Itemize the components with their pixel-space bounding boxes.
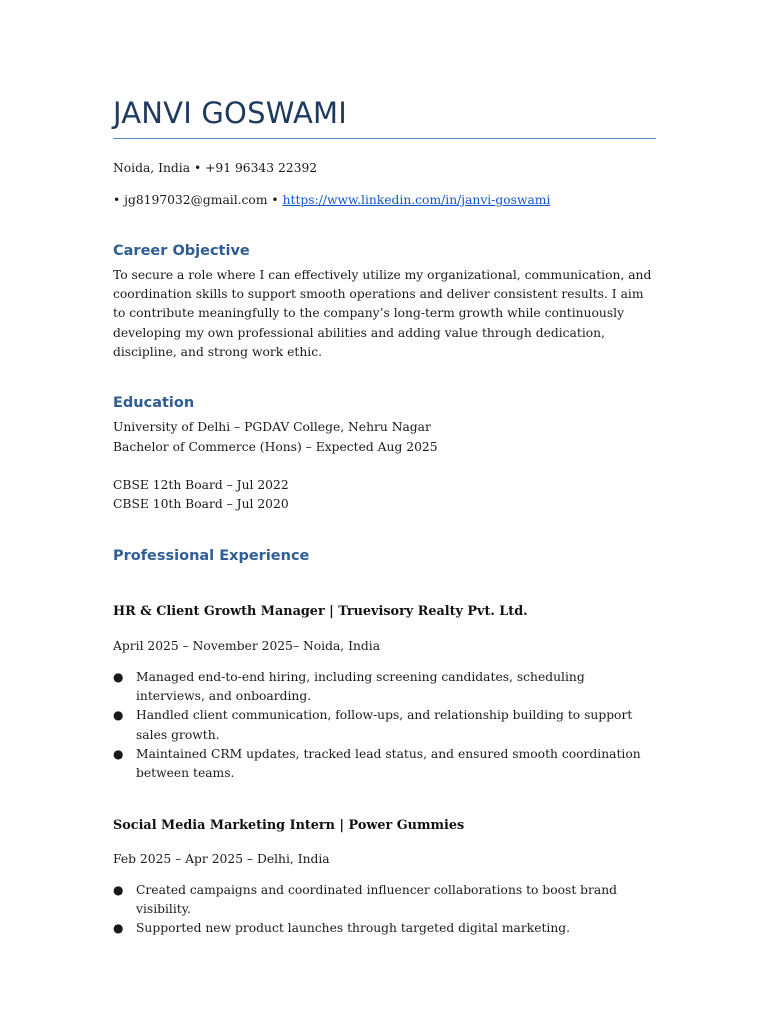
linkedin-link[interactable]: https://www.linkedin.com/in/janvi-goswami	[282, 193, 551, 207]
bullet-text: Handled client communication, follow-ups, and relationship building to support sales growth.	[136, 708, 633, 742]
job-bullet-list	[113, 881, 656, 939]
bullet-icon: ●	[113, 670, 124, 684]
experience-heading: Professional Experience	[113, 548, 310, 564]
job-dates: Feb 2025 – Apr 2025 – Delhi, India	[113, 852, 330, 866]
bullet-icon: ●	[113, 921, 124, 936]
list-item	[113, 881, 656, 919]
resume-name: JANVI GOSWAMI	[113, 96, 347, 130]
education-cbse-12: CBSE 12th Board – Jul 2022	[113, 478, 289, 492]
list-item	[113, 745, 656, 783]
contact-email: • jg8197032@gmail.com •	[113, 193, 283, 207]
bullet-text: Managed end-to-end hiring, including screening candidates, scheduling interviews, and onboarding.	[136, 670, 585, 704]
bullet-icon: ●	[113, 883, 124, 897]
bullet-text: Supported new product launches through targeted digital marketing.	[136, 921, 571, 936]
list-item	[113, 706, 656, 744]
bullet-icon: ●	[113, 746, 124, 761]
education-degree: Bachelor of Commerce (Hons) – Expected Aug 2025	[113, 440, 438, 454]
job-bullet-list	[113, 668, 656, 783]
job-title: Social Media Marketing Intern | Power Gummies	[113, 818, 465, 833]
contact-location-phone: Noida, India • +91 96343 22392	[113, 161, 318, 175]
career-objective-text: To secure a role where I can effectively utilize my organizational, communication, and coordination skills to support smooth operations and deliver consistent results. I aim to contribute meaningfully to the company’s long-term growth while continuously developing my own professional abilities and adding value through dedication, discipline, and strong work ethic.	[113, 268, 652, 359]
list-item	[113, 919, 656, 938]
job-dates: April 2025 – November 2025– Noida, India	[113, 639, 381, 653]
bullet-text: Created campaigns and coordinated influencer collaborations to boost brand visibility.	[136, 883, 618, 917]
education-heading: Education	[113, 395, 195, 411]
bullet-text: Maintained CRM updates, tracked lead status, and ensured smooth coordination between teams.	[136, 746, 641, 781]
bullet-icon: ●	[113, 708, 124, 723]
name-divider	[113, 138, 656, 139]
contact-email-linkedin	[113, 192, 550, 208]
career-objective-heading: Career Objective	[113, 243, 250, 259]
education-university: University of Delhi – PGDAV College, Nehru Nagar	[113, 420, 431, 434]
education-cbse-10: CBSE 10th Board – Jul 2020	[113, 497, 289, 511]
list-item	[113, 668, 656, 706]
job-title: HR & Client Growth Manager | Truevisory Realty Pvt. Ltd.	[113, 604, 528, 619]
